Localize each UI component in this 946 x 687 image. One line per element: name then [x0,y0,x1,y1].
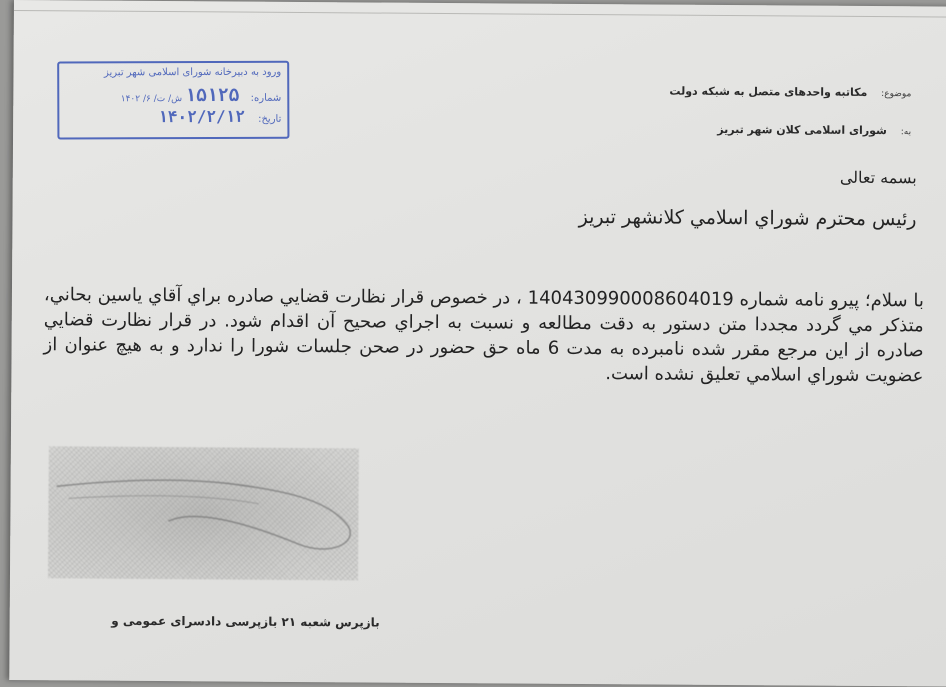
stamp-number-value: ۱۵۱۲۵ [185,84,240,107]
stamp-number-line [121,85,282,107]
letter-body [43,282,924,388]
basmala: بسمه تعالی [839,167,917,188]
recipient-label: به: [900,127,912,138]
stamp-date-line [158,107,281,126]
stamp-number-prefix: ش/ ت/ ۶/ ۱۴۰۲ [120,94,183,105]
letter-sheet [9,0,946,687]
signature-title-line: بازپرس شعبه ۲۱ بازپرسی دادسرای عمومی و [111,613,380,630]
registry-stamp [57,61,289,140]
signature-area [48,446,359,580]
stamp-date-value: ۱۴۰۲/۲/۱۲ [158,106,245,127]
stamp-number-label: شماره: [250,92,282,104]
subject-line [669,85,911,100]
recipient-value: شورای اسلامی کلان شهر تبریز [717,122,887,138]
subject-label: موضوع: [881,89,912,100]
stamp-date-label: تاریخ: [258,113,282,125]
signature-title [50,612,380,630]
stamp-org: ورود به دبیرخانه شورای اسلامی شهر تبریز [103,66,282,79]
signature-scribble [48,446,359,580]
letter-paragraph: با سلام؛ پیرو نامه شماره 140430990008604019 ، در خصوص قرار نظارت قضایي صادره براي آقاي یاسین بحاني، متذکر مي گردد مجددا متن دستور به دقت مطالعه و نسبت به اجراي صحیح آن اقدام شود. در قرار نظارت قضایي صادره از این مرجع مقرر شده نامبرده به مدت 6 ماه حق حضور در صحن جلسات شورا را ندارد و به هیچ عنوان از عضویت شوراي اسلامي تعلیق نشده است. [43,284,924,387]
subject-value: مکاتبه واحدهای متصل به شبکه دولت [669,84,868,99]
addressee: رئیس محترم شوراي اسلامي کلانشهر تبریز [578,205,917,231]
recipient-line [717,123,911,137]
